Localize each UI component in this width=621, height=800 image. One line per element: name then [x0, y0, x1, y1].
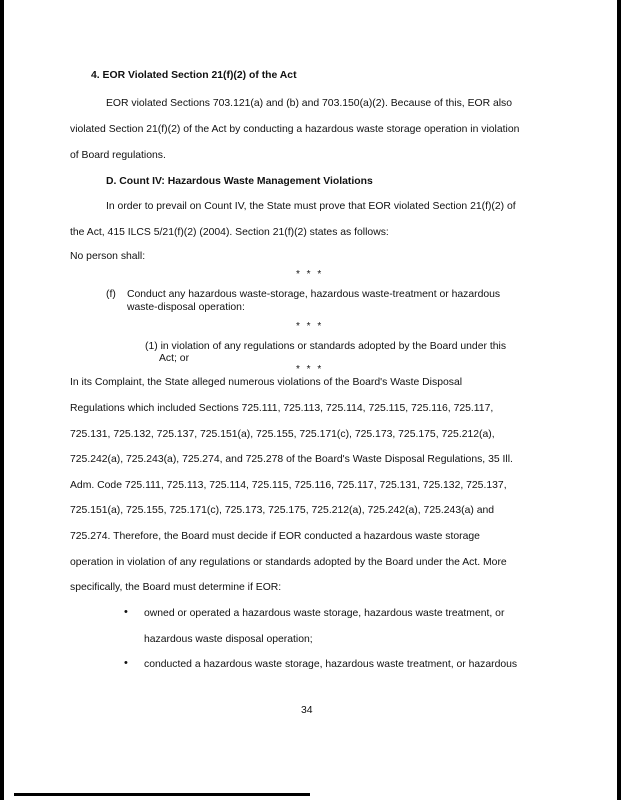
- paragraph-line: of Board regulations.: [70, 150, 166, 161]
- paragraph-line: 725.131, 725.132, 725.137, 725.151(a), 725.155, 725.171(c), 725.173, 725.175, 725.212(a),: [70, 429, 495, 440]
- quote-sub-line: (1) in violation of any regulations or standards adopted by the Board under this: [145, 341, 507, 352]
- ellipsis-separator: * * *: [296, 364, 324, 375]
- scan-edge-right: [617, 0, 621, 800]
- paragraph-line: specifically, the Board must determine if EOR:: [70, 582, 282, 593]
- section-d-heading: D. Count IV: Hazardous Waste Management Violations: [106, 176, 373, 187]
- paragraph-line: 725.242(a), 725.243(a), 725.274, and 725.278 of the Board's Waste Disposal Regulations, 35 Ill.: [70, 454, 513, 465]
- scan-edge-left: [0, 0, 4, 800]
- paragraph-line: 725.151(a), 725.155, 725.171(c), 725.173, 725.175, 725.212(a), 725.242(a), 725.243(a) and: [70, 505, 495, 516]
- bullet-line: hazardous waste disposal operation;: [144, 634, 313, 645]
- scan-edge-bottom: [14, 793, 310, 796]
- paragraph-line: Regulations which included Sections 725.111, 725.113, 725.114, 725.115, 725.116, 725.117,: [70, 403, 494, 414]
- quote-line: waste-disposal operation:: [127, 302, 245, 313]
- quote-line: Conduct any hazardous waste-storage, hazardous waste-treatment or hazardous: [127, 289, 501, 300]
- paragraph-line: the Act, 415 ILCS 5/21(f)(2) (2004). Section 21(f)(2) states as follows:: [70, 227, 389, 238]
- page-number: 34: [301, 705, 313, 716]
- paragraph-line: In its Complaint, the State alleged numerous violations of the Board's Waste Disposal: [70, 377, 463, 388]
- paragraph-line: 725.274. Therefore, the Board must decide if EOR conducted a hazardous waste storage: [70, 531, 480, 542]
- quote-f-label: (f): [106, 289, 116, 300]
- ellipsis-separator: * * *: [296, 321, 324, 332]
- paragraph-line: In order to prevail on Count IV, the State must prove that EOR violated Section 21(f)(2) of: [106, 201, 516, 212]
- section-4-heading: 4. EOR Violated Section 21(f)(2) of the Act: [91, 70, 297, 81]
- paragraph-line: operation in violation of any regulations or standards adopted by the Board under the Act. More: [70, 557, 507, 568]
- quote-sub-line: Act; or: [159, 353, 190, 364]
- bullet-line: owned or operated a hazardous waste storage, hazardous waste treatment, or: [144, 608, 505, 619]
- paragraph-line: EOR violated Sections 703.121(a) and (b) and 703.150(a)(2). Because of this, EOR also: [106, 98, 513, 109]
- paragraph-line: Adm. Code 725.111, 725.113, 725.114, 725.115, 725.116, 725.117, 725.131, 725.132, 725.137,: [70, 480, 507, 491]
- bullet-marker: •: [124, 657, 128, 669]
- ellipsis-separator: * * *: [296, 269, 324, 280]
- paragraph-line: No person shall:: [70, 251, 146, 262]
- paragraph-line: violated Section 21(f)(2) of the Act by conducting a hazardous waste storage operation in violation: [70, 124, 520, 135]
- bullet-line: conducted a hazardous waste storage, hazardous waste treatment, or hazardous: [144, 659, 518, 670]
- bullet-marker: •: [124, 606, 128, 618]
